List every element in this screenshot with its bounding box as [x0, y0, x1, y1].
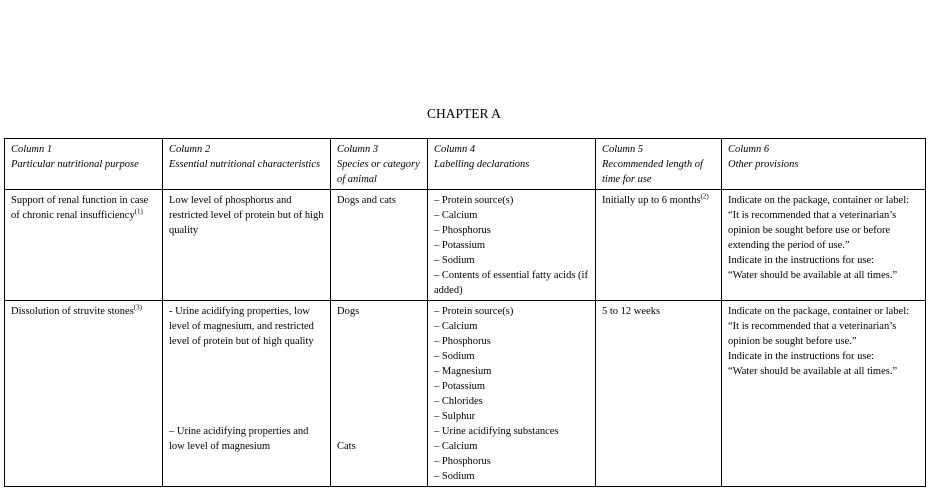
length-cell: Initially up to 6 months$^{(2)}$	[596, 190, 722, 301]
species-cell: Dogs Cats	[331, 301, 428, 487]
length-cell: 5 to 12 weeks	[596, 301, 722, 487]
purpose-cell: Support of renal function in case of chronic renal insufficiency$^{(1)}$	[5, 190, 163, 301]
provisions-cell: Indicate on the package, container or label: “It is recommended that a veterinarian’s opinion be sought before use or before extending the period of use.” Indicate in the instructions for use: “Water should be available at all times.”	[722, 190, 926, 301]
table-row	[5, 190, 926, 301]
header-column-6: Column 6 Other provisions	[722, 139, 926, 190]
header-column-3: Column 3 Species or category of animal	[331, 139, 428, 190]
purpose-cell: Dissolution of struvite stones$^{(3)}$	[5, 301, 163, 487]
header-row	[5, 139, 926, 190]
table-row	[5, 301, 926, 487]
characteristics-cell: Low level of phosphorus and restricted level of protein but of high quality	[163, 190, 331, 301]
declarations-cell: – Protein source(s) – Calcium – Phosphorus – Sodium – Magnesium – Potassium – Chlorides – Sulphur – Urine acidifying substances – Calcium – Phosphorus – Sodium	[428, 301, 596, 487]
characteristics-cell: - Urine acidifying properties, low level of magnesium, and restricted level of protein but of high quality – Urine acidifying properties and low level of magnesium	[163, 301, 331, 487]
declarations-cell: – Protein source(s) – Calcium – Phosphorus – Potassium – Sodium – Contents of essential fatty acids (if added)	[428, 190, 596, 301]
provisions-cell: Indicate on the package, container or label: “It is recommended that a veterinarian’s opinion be sought before use.” Indicate in the instructions for use: “Water should be available at all times.”	[722, 301, 926, 487]
header-column-5: Column 5 Recommended length of time for use	[596, 139, 722, 190]
header-column-1: Column 1 Particular nutritional purpose	[5, 139, 163, 190]
species-cell: Dogs and cats	[331, 190, 428, 301]
header-column-4: Column 4 Labelling declarations	[428, 139, 596, 190]
header-column-2: Column 2 Essential nutritional characteristics	[163, 139, 331, 190]
chapter-title: CHAPTER A	[427, 106, 501, 121]
nutrition-table	[4, 138, 926, 487]
